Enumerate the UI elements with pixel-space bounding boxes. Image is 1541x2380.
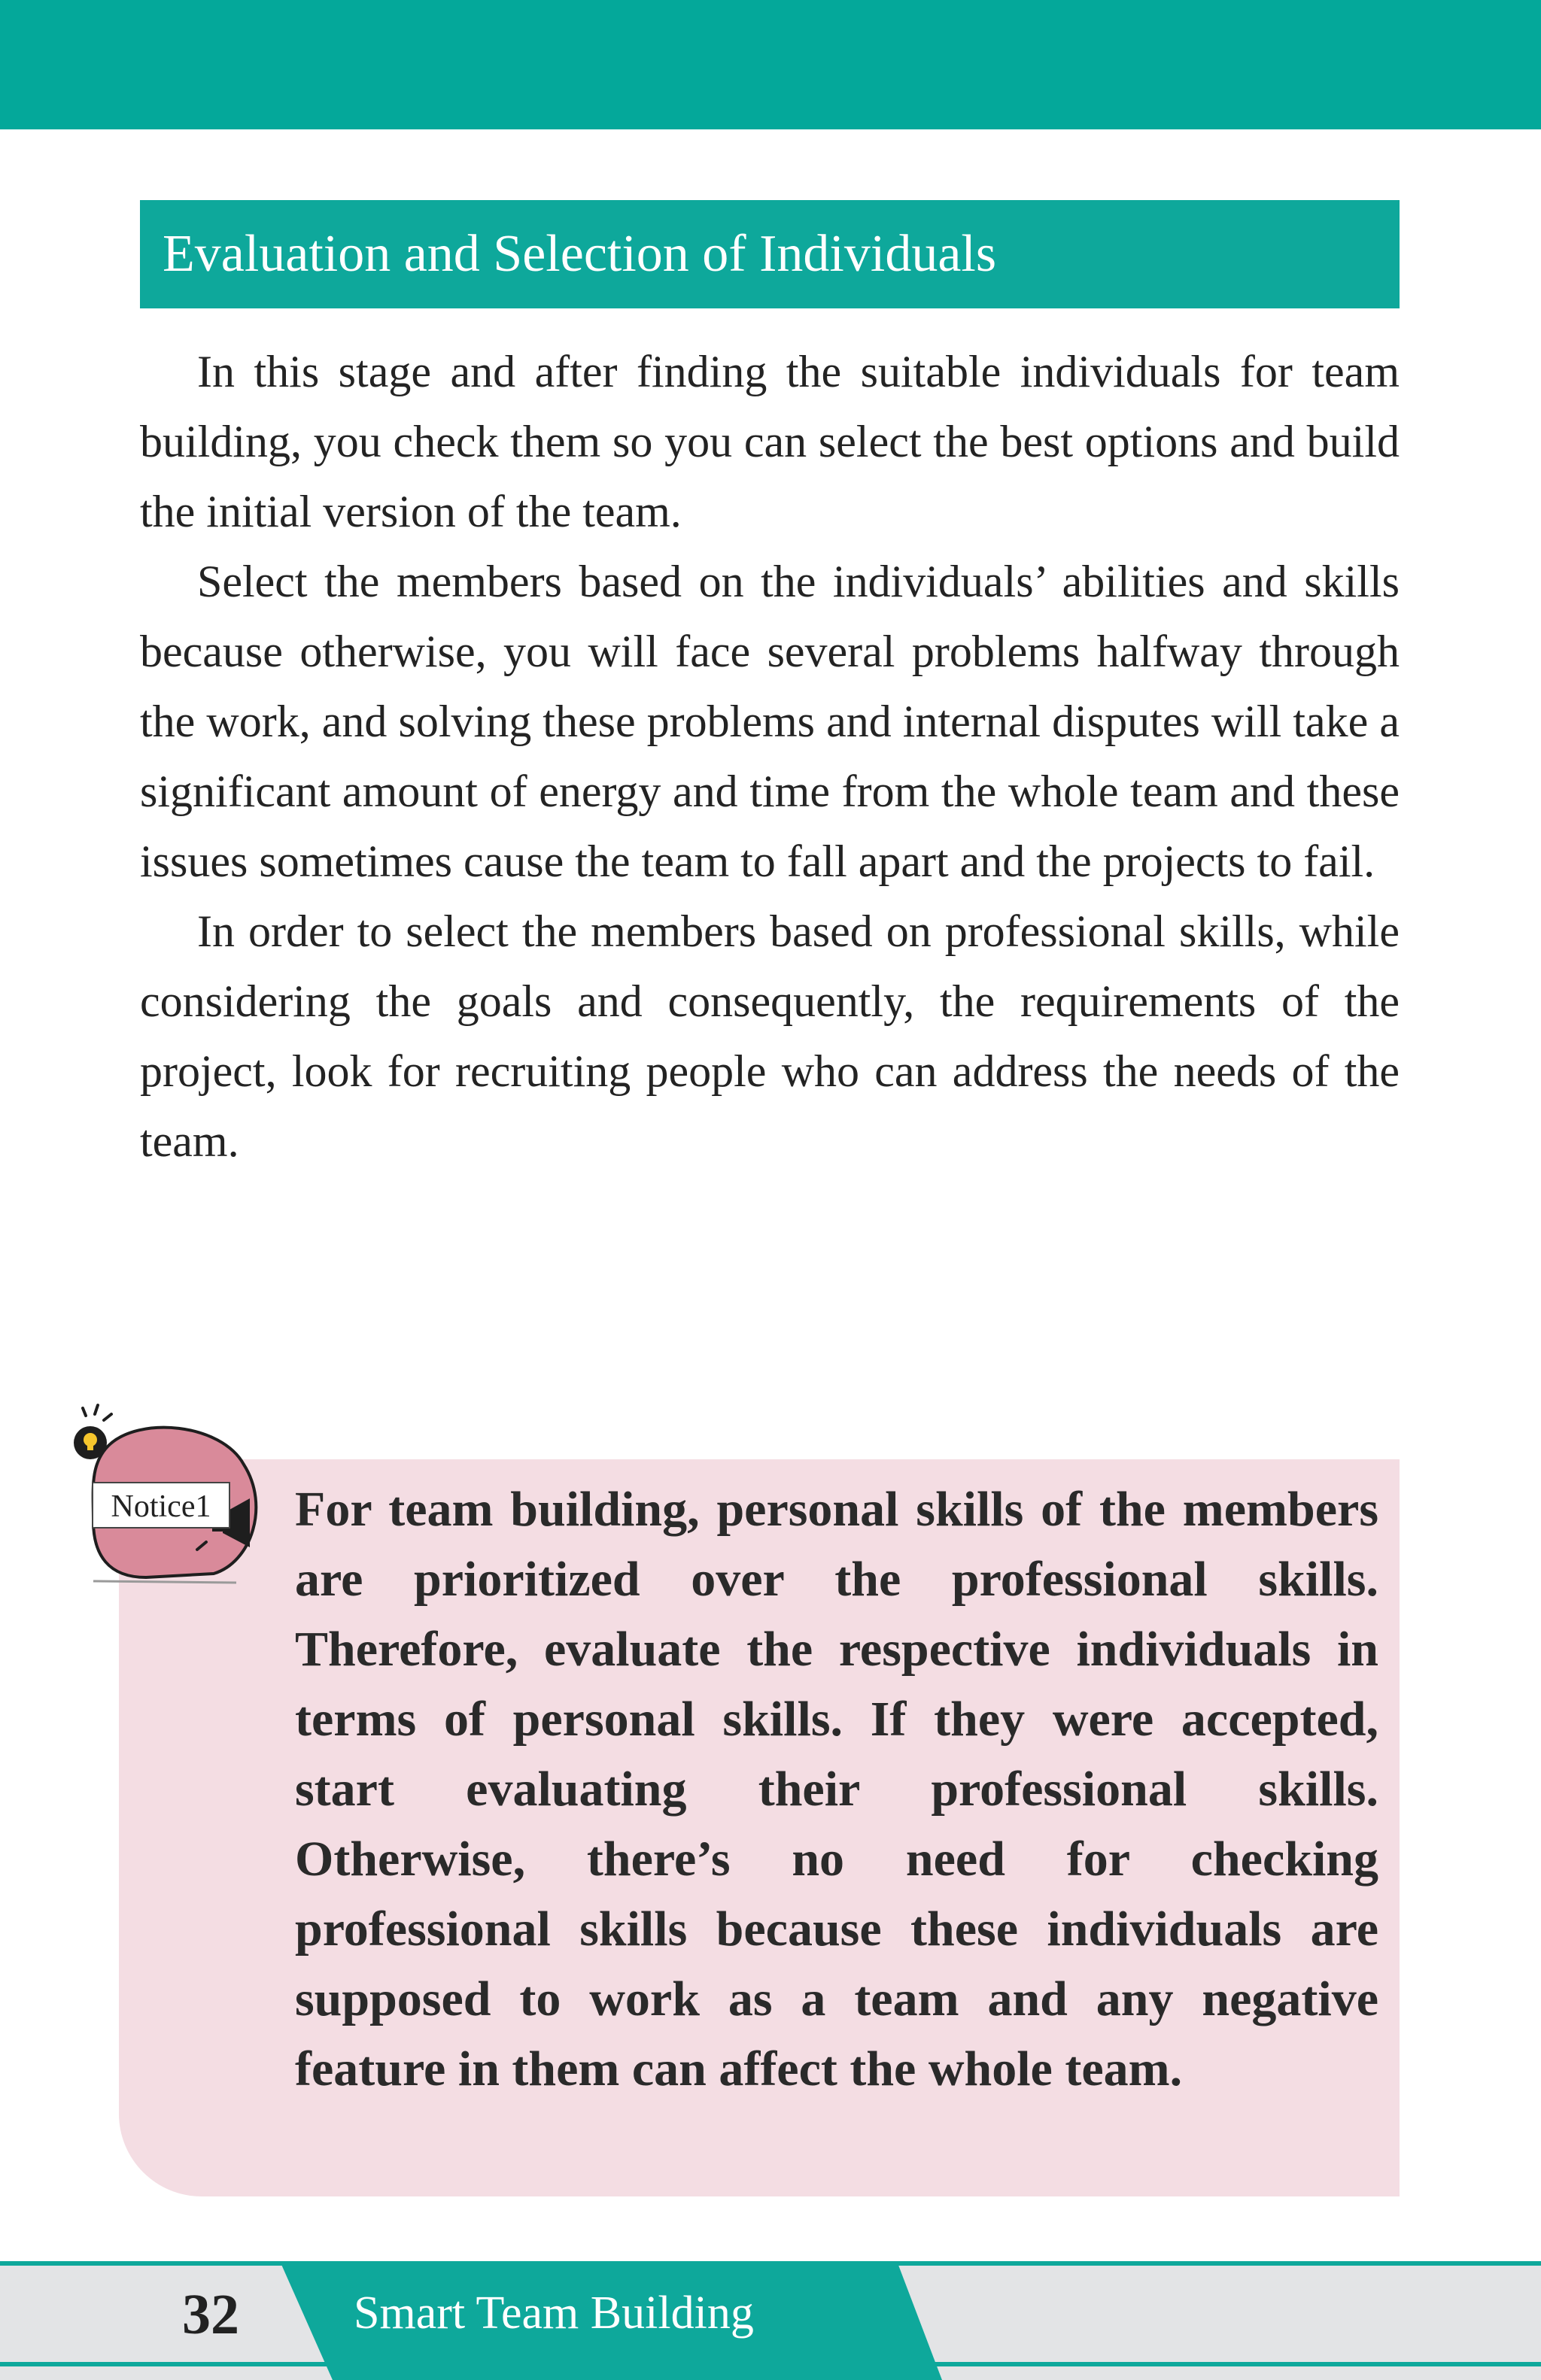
paragraph-1: In this stage and after finding the suitable individuals for team building, you check them so you can select the best options and build the initial version of the team. (140, 347, 1400, 536)
body-text (140, 337, 1400, 1176)
notice-label: Notice1 (92, 1482, 230, 1528)
paragraph-3: In order to select the members based on professional skills, while considering the goals and consequently, the requirements of the project, look for recruiting people who can address the needs of the team. (140, 906, 1400, 1166)
paragraph-2: Select the members based on the individuals’ abilities and skills because otherwise, you will face several problems halfway through the work, and solving these problems and internal disputes will take a significant amount of energy and time from the whole team and these issues sometimes cause the team to fall apart and the projects to fail. (140, 557, 1400, 886)
notice-paragraph: For team building, personal skills of the members are prioritized over the professional skills. Therefore, evaluate the respective individuals in terms of personal skills. If they were accepted, start evaluating their professional skills. Otherwise, there’s no need for checking professional skills because these individuals are supposed to work as a team and any negative feature in them can affect the whole team. (295, 1482, 1378, 2096)
notice-text (295, 1474, 1378, 2104)
top-color-band (0, 0, 1541, 129)
page-number: 32 (182, 2283, 239, 2346)
section-heading: Evaluation and Selection of Individuals (140, 200, 1400, 308)
book-title: Smart Team Building (354, 2287, 754, 2339)
